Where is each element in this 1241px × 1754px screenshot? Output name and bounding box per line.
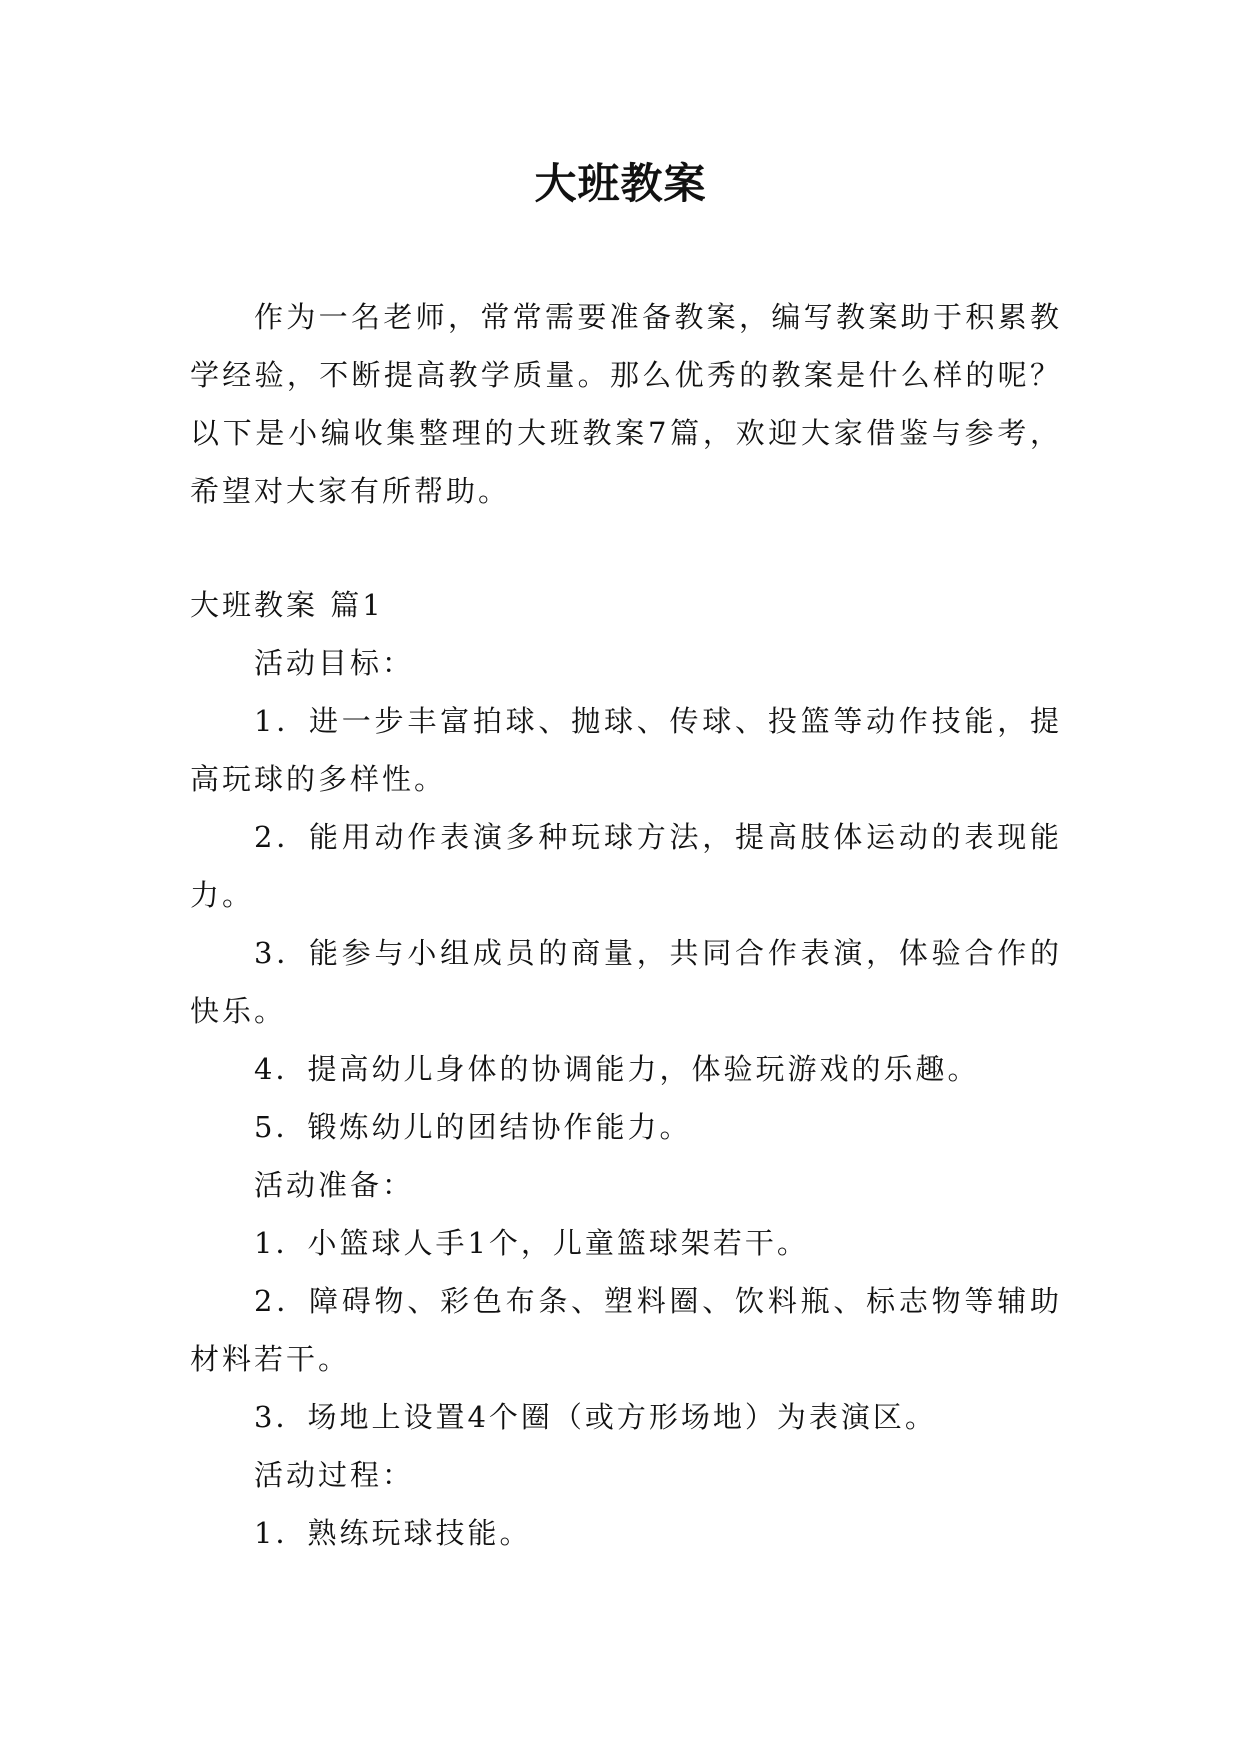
- process-heading: 活动过程：: [254, 1458, 415, 1492]
- preparation-item: 1．小篮球人手1个，儿童篮球架若干。: [254, 1226, 809, 1260]
- objectives-heading: 活动目标：: [254, 646, 415, 680]
- objective-item: 3．能参与小组成员的商量，共同合作表演，体验合作的快乐。: [190, 936, 1062, 1028]
- objective-item: 1．进一步丰富拍球、抛球、传球、投篮等动作技能，提高玩球的多样性。: [190, 704, 1062, 796]
- objective-item: 2．能用动作表演多种玩球方法，提高肢体运动的表现能力。: [190, 820, 1062, 912]
- section-heading: 大班教案 篇1: [190, 588, 384, 622]
- preparation-item: 2．障碍物、彩色布条、塑料圈、饮料瓶、标志物等辅助材料若干。: [190, 1284, 1062, 1376]
- objective-item: 5．锻炼幼儿的团结协作能力。: [254, 1110, 692, 1144]
- preparation-item: 3．场地上设置4个圈（或方形场地）为表演区。: [254, 1400, 937, 1434]
- intro-paragraph: 作为一名老师，常常需要准备教案，编写教案助于积累教学经验，不断提高教学质量。那么优秀的教案是什么样的呢？以下是小编收集整理的大班教案7篇，欢迎大家借鉴与参考，希望对大家有所帮助。: [190, 300, 1062, 508]
- objective-item: 4．提高幼儿身体的协调能力，体验玩游戏的乐趣。: [254, 1052, 980, 1086]
- preparation-heading: 活动准备：: [254, 1168, 415, 1202]
- lesson-plan-body: [190, 576, 1062, 1562]
- document-title: 大班教案: [534, 159, 707, 208]
- process-item: 1．熟练玩球技能。: [254, 1516, 532, 1550]
